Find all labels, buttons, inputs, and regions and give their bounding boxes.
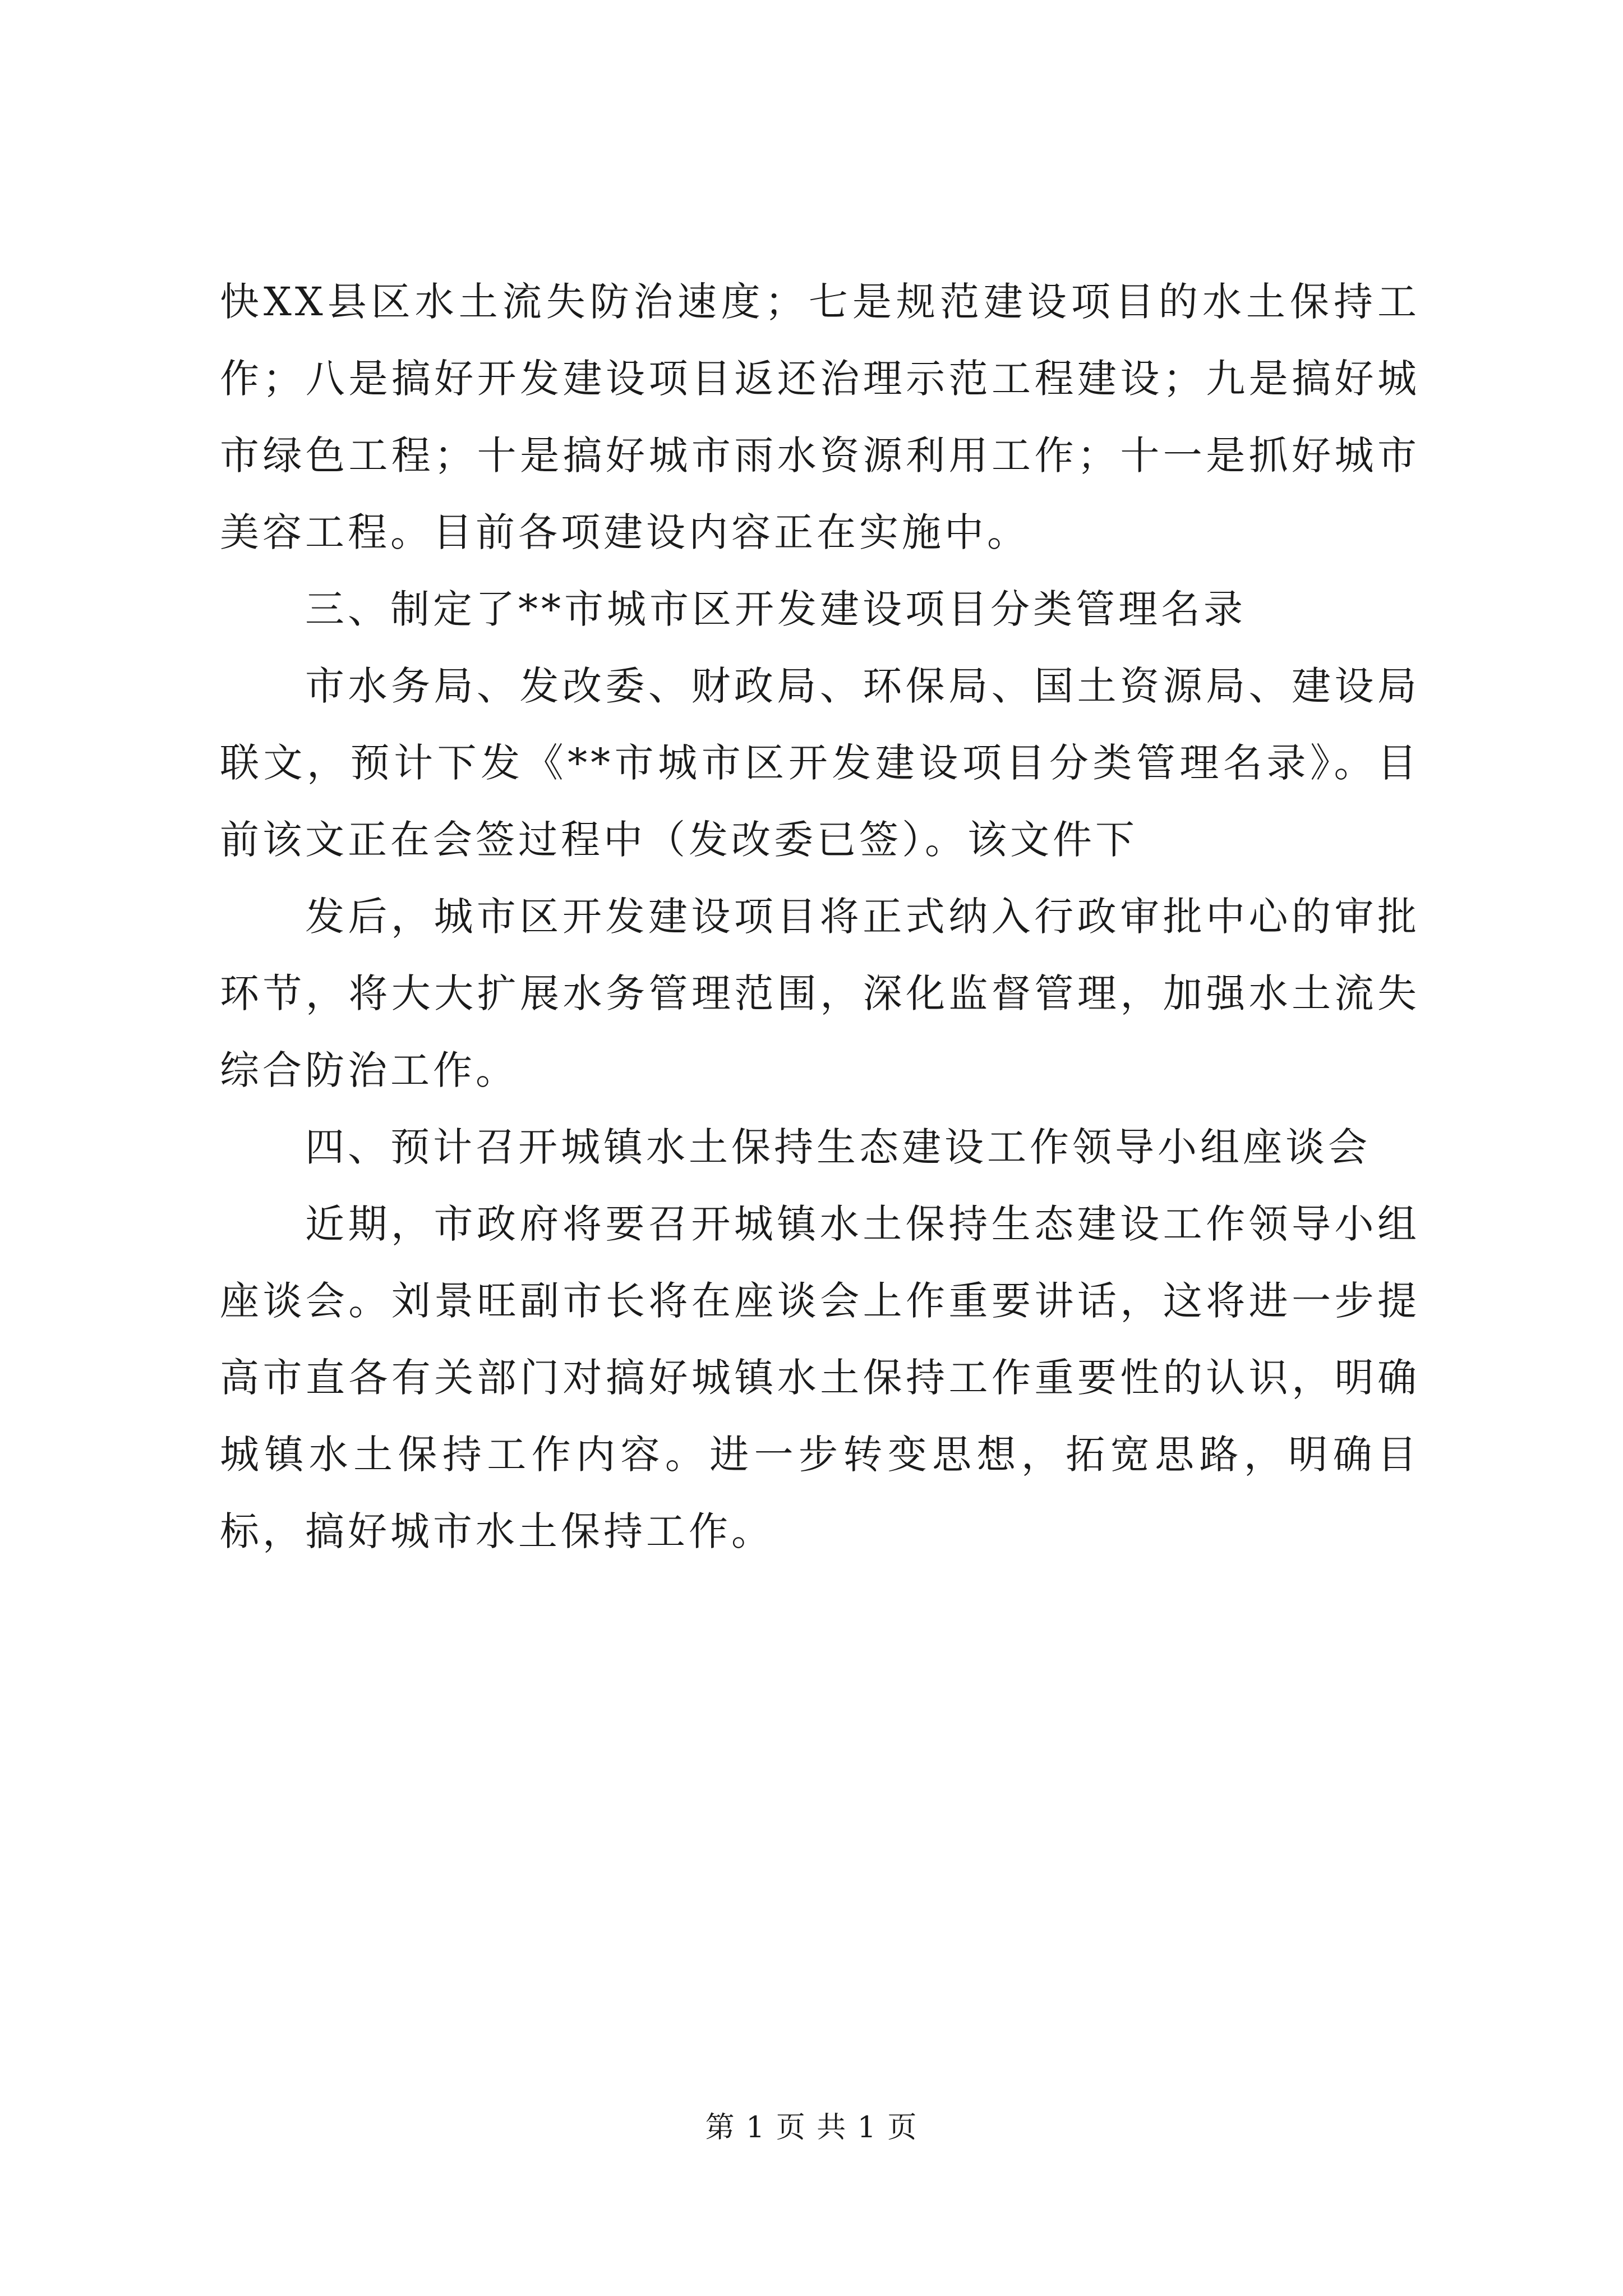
page-footer: 第 1 页 共 1 页 (705, 2111, 918, 2145)
paragraph-4: 近期，市政府将要召开城镇水土保持生态建设工作领导小组座谈会。刘景旺副市长将在座谈会上作重要讲话，这将进一步提高市直各有关部门对搞好城镇水土保持工作重要性的认识，明确城镇水土保持工作内容。进一步转变思想，拓宽思路，明确目标，搞好城市水土保持工作。 (220, 1201, 1420, 1554)
paragraph-1: 快XX县区水土流失防治速度；七是规范建设项目的水土保持工作；八是搞好开发建设项目返还治理示范工程建设；九是搞好城市绿色工程；十是搞好城市雨水资源利用工作；十一是抓好城市美容工程。目前各项建设内容正在实施中。 (220, 279, 1420, 555)
section-heading-3: 三、制定了**市城市区开发建设项目分类管理名录 (305, 586, 1246, 632)
document-body (220, 264, 1420, 1570)
paragraph-2: 市水务局、发改委、财政局、环保局、国土资源局、建设局联文，预计下发《**市城市区开发建设项目分类管理名录》。目前该文正在会签过程中（发改委已签）。该文件下 (220, 663, 1420, 863)
paragraph-3: 发后，城市区开发建设项目将正式纳入行政审批中心的审批环节，将大大扩展水务管理范围，深化监督管理，加强水土流失综合防治工作。 (220, 894, 1420, 1093)
section-heading-4: 四、预计召开城镇水土保持生态建设工作领导小组座谈会 (305, 1124, 1371, 1170)
